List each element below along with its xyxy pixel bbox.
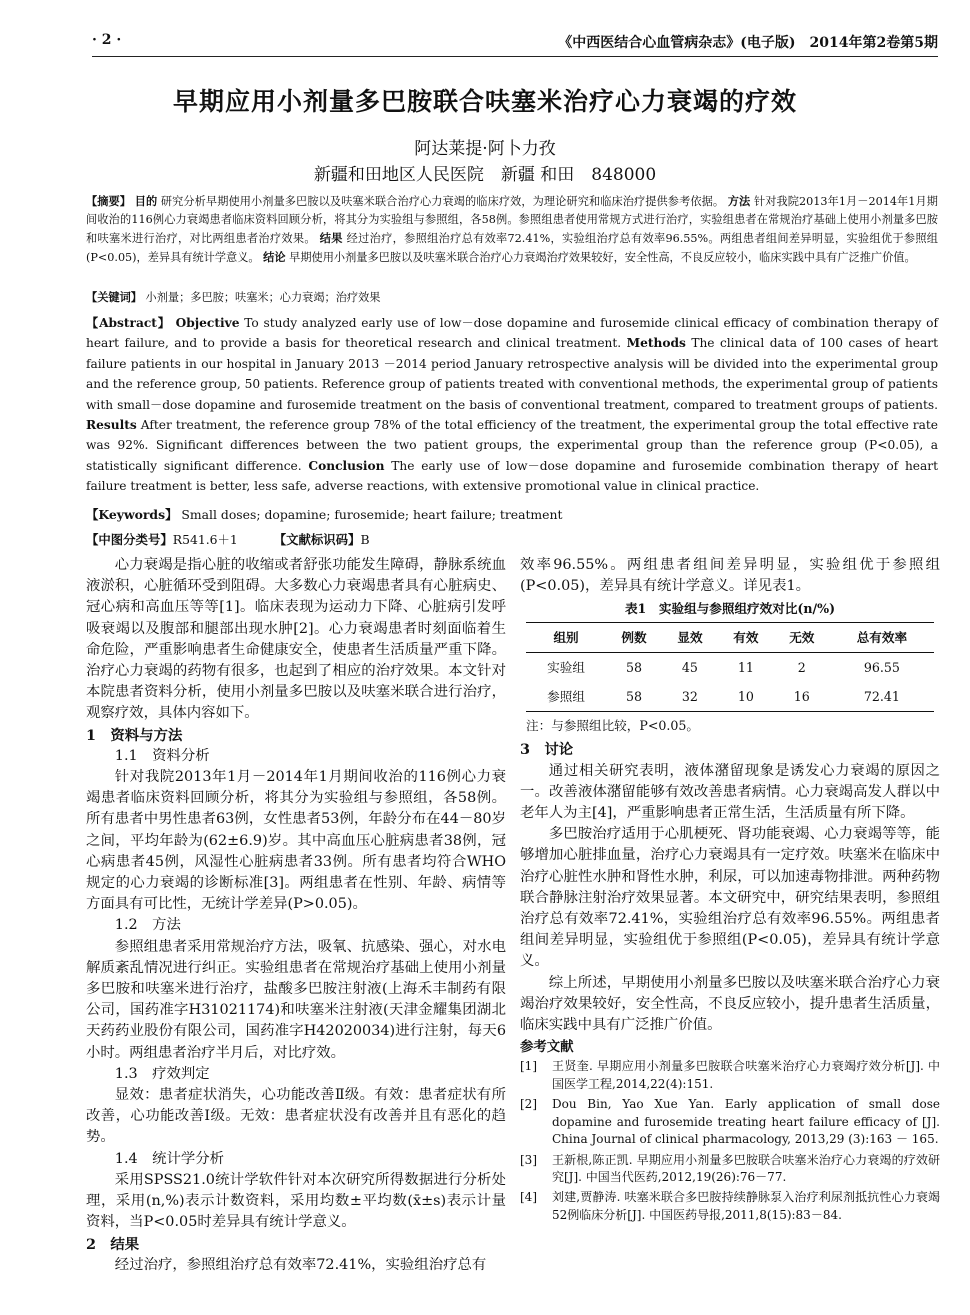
abstract-zh [86, 192, 938, 267]
abstract-zh-results-label: 结果 [319, 231, 343, 245]
keywords-en [86, 505, 938, 523]
table-cell: 10 [737, 689, 754, 705]
section-heading: 2 结果 [86, 1235, 140, 1253]
abstract-en-objective-label: Objective [175, 316, 240, 330]
doc-code: B [360, 532, 370, 547]
table-cell: 72.41 [863, 689, 900, 705]
subsection-heading: 1.3 疗效判定 [114, 1065, 210, 1082]
abstract-zh-conclusion-label: 结论 [263, 250, 286, 264]
clc-code: R541.6＋1 [172, 532, 238, 547]
abstract-en-label: 【Abstract】 [86, 316, 171, 330]
subsection-heading: 1.1 资料分析 [114, 747, 210, 764]
abstract-en-conclusion-label: Conclusion [308, 458, 385, 473]
abstract-zh-results: 经过治疗，参照组治疗总有效率72.41%，实验组治疗总有效率96.55%。两组患者组间差异明显，实验组优于参照组(P<0.05)，差异具有统计学意义。 [86, 232, 938, 264]
classification-line [86, 530, 938, 548]
table-caption: 表1 实验组与参照组疗效对比(n/%) [624, 601, 836, 617]
abstract-en-objective: To study analyzed early use of low－dose dopamine and furosemide clinical efficacy of combination therapy of heart failure, and to provide a basis for theoretical research and clinical treatment. [86, 316, 939, 351]
table-header-cell: 组别 [553, 629, 579, 645]
abstract-en [86, 313, 938, 497]
abstract-en-results-label: Results [86, 418, 137, 433]
table-cell: 11 [737, 659, 754, 675]
table-cell: 45 [681, 659, 698, 675]
reference-item [520, 1152, 940, 1187]
keywords-zh-text: 小剂量；多巴胺；呋塞米；心力衰竭；治疗效果 [145, 291, 381, 304]
reference-item [520, 1058, 940, 1093]
reference-item [520, 1189, 940, 1224]
body-right-column [520, 555, 940, 1227]
keywords-zh-label: 【关键词】 [86, 290, 142, 304]
table-cell: 58 [626, 689, 643, 705]
reference-number: [4] [520, 1190, 537, 1205]
table-header-cell: 有效 [733, 629, 759, 645]
abstract-zh-conclusion: 早期使用小剂量多巴胺以及呋塞米联合治疗心力衰竭治疗效果较好，安全性高，不良反应较小，临床实践中具有广泛推广价值。 [289, 251, 916, 264]
results-table [526, 622, 934, 713]
affiliation: 新疆和田地区人民医院 新疆 和田 848000 [313, 165, 657, 185]
abstract-en-conclusion: The early use of low－dose dopamine and furosemide combination therapy of heart failure treatment is better, less safe, adverse reactions, with extensive promotional value in clinical practice. [86, 458, 939, 494]
abstract-en-results: After treatment, the reference group 78% of the total efficiency of the treatment, the experimental group the total effective rate was 92%. Significant differences between the two patient groups, the experimental group than the reference group (P<0.05), a statistically significant difference. [86, 418, 939, 473]
reference-text: Dou Bin, Yao Xue Yan. Early application of small dose dopamine and furosemide treating heart failure efficacy of [J]. China Journal of clinical pharmacology, 2013,29 (3):163 － 165. [552, 1097, 940, 1147]
subsection-heading: 1.2 方法 [114, 917, 181, 934]
table-cell: 96.55 [863, 659, 900, 675]
table-cell: 32 [681, 689, 698, 705]
table-cell: 2 [797, 659, 806, 675]
reference-text: 刘建,贾静涛. 呋塞米联合多巴胺持续静脉泵入治疗利尿剂抵抗性心力衰竭52例临床分析[J]. 中国医药导报,2011,8(15):83－84. [552, 1190, 940, 1222]
page-number: · 2 · [92, 32, 122, 48]
abstract-zh-objective-label: 目的 [134, 194, 158, 208]
article-title: 早期应用小剂量多巴胺联合呋塞米治疗心力衰竭的疗效 [172, 87, 797, 116]
clc-label: 【中图分类号】 [86, 532, 173, 547]
table-cell: 参照组 [547, 689, 585, 705]
abstract-en-methods: The clinical data of 100 cases of heart failure patients in our hospital in January 2013 －2014 period January retrospective analysis will be divided into the experimental group and the reference group, 50 patients. Reference group of patients treated with conventional methods, the experimental group of patients with small－dose dopamine and furosemide treatment on the basis of conventional treatment, compared to treatment groups of patients. [86, 336, 939, 412]
running-header [92, 30, 938, 57]
keywords-en-label: 【Keywords】 [86, 507, 178, 522]
table-cell: 16 [793, 689, 810, 705]
paragraph: 效率96.55%。两组患者组间差异明显，实验组优于参照组(P<0.05)，差异具有统计学意义。详见表1。 [520, 557, 940, 595]
paragraph: 显效：患者症状消失，心功能改善Ⅱ级。有效：患者症状有所改善，心功能改善Ⅰ级。无效：患者症状没有改善并且有恶化的趋势。 [86, 1087, 506, 1146]
table-row [526, 652, 934, 682]
paragraph: 针对我院2013年1月－2014年1月期间收治的116例心力衰竭患者临床资料回顾分析，将其分为实验组与参照组，各58例。所有患者中男性患者63例，女性患者53例，年龄分布在44－80岁之间，平均年龄为(62±6.9)岁。其中高血压心脏病患者38例，冠心病患者45例，风湿性心脏病患者33例。所有患者均符合WHO规定的心力衰竭的诊断标准[3]。两组患者在性别、年龄、病情等方面具有可比性，无统计学差异(P>0.05)。 [86, 769, 506, 913]
references-heading: 参考文献 [520, 1039, 574, 1056]
table-header-cell: 无效 [789, 629, 815, 645]
table-header-cell: 例数 [621, 629, 647, 645]
abstract-zh-label: 【摘要】 [86, 194, 132, 208]
abstract-zh-methods: 针对我院2013年1月－2014年1月期间收治的116例心力衰竭患者临床资料回顾分析，将其分为实验组与参照组，各58例。参照组患者使用常规方式进行治疗，实验组患者在常规治疗基础上使用小剂量多巴胺和呋塞米进行治疗，对比两组患者治疗效果。 [86, 195, 938, 245]
reference-number: [3] [520, 1152, 537, 1167]
table-header-row [526, 622, 934, 652]
paragraph: 采用SPSS21.0统计学软件针对本次研究所得数据进行分析处理，采用(n,%)表示计数资料，采用均数±平均数(x̄±s)表示计量资料，当P<0.05时差异具有统计学意义。 [86, 1171, 506, 1231]
paragraph: 综上所述，早期使用小剂量多巴胺以及呋塞米联合治疗心力衰竭治疗效果较好，安全性高，不良反应较小，提升患者生活质量，临床实践中具有广泛推广价值。 [520, 974, 940, 1034]
table-cell: 58 [626, 659, 643, 675]
section-heading: 1 资料与方法 [86, 726, 183, 744]
section-heading: 3 讨论 [520, 741, 574, 759]
paragraph: 经过治疗，参照组治疗总有效率72.41%，实验组治疗总有 [114, 1256, 487, 1273]
references-list [520, 1058, 940, 1224]
doc-code-label: 【文献标识码】 [273, 532, 361, 547]
table-header-cell: 显效 [677, 629, 703, 645]
reference-number: [1] [520, 1059, 537, 1074]
table-note: 注：与参照组比较，P<0.05。 [526, 718, 700, 734]
reference-text: 王新根,陈正凯. 早期应用小剂量多巴胺联合呋塞米治疗心力衰竭的疗效研究[J]. 中国当代医药,2012,19(26):76－77. [552, 1152, 940, 1184]
table-cell: 实验组 [547, 659, 585, 675]
body-left-column [86, 555, 506, 1276]
table-header-cell: 总有效率 [856, 629, 908, 645]
reference-number: [2] [520, 1097, 537, 1112]
reference-item [520, 1096, 940, 1148]
keywords-zh [86, 288, 938, 307]
intro-paragraph: 心力衰竭是指心脏的收缩或者舒张功能发生障碍，静脉系统血液淤积，心脏循环受到阻碍。大多数心力衰竭患者具有心脏病史、冠心病和高血压等等[1]。临床表现为运动力下降、心脏病引发呼吸衰竭以及腹部和腿部出现水肿[2]。心力衰竭患者时刻面临着生命危险，严重影响患者生命健康安全，使患者生活质量严重下降。治疗心力衰竭的药物有很多，也起到了相应的治疗效果。本文针对本院患者资料分析，使用小剂量多巴胺以及呋塞米联合进行治疗，观察疗效，具体内容如下。 [86, 557, 506, 722]
author: 阿达莱提·阿卜力孜 [414, 139, 556, 159]
abstract-en-methods-label: Methods [626, 336, 686, 351]
subsection-heading: 1.4 统计学分析 [114, 1150, 225, 1167]
abstract-zh-objective: 研究分析早期使用小剂量多巴胺以及呋塞米联合治疗心力衰竭的临床疗效，为理论研究和临床治疗提供参考依据。 [160, 195, 725, 208]
keywords-en-text: Small doses; dopamine; furosemide; heart failure; treatment [181, 507, 563, 522]
paragraph: 多巴胺治疗适用于心肌梗死、肾功能衰竭、心力衰竭等等，能够增加心脏排血量，治疗心力衰竭具有一定疗效。呋塞米在临床中治疗心脏性水肿和肾性水肿，利尿，可以加速毒物排泄。两种药物联合静脉注射治疗效果显著。本文研究中，研究结果表明，参照组治疗总有效率72.41%，实验组治疗总有效率96.55%。两组患者组间差异明显，实验组优于参照组(P<0.05)，差异具有统计学意义。 [520, 826, 940, 970]
paragraph: 通过相关研究表明，液体潴留现象是诱发心力衰竭的原因之一。改善液体潴留能够有效改善患者病情。心力衰竭高发人群以中老年人为主[4]，严重影响患者正常生活，生活质量有所下降。 [520, 762, 940, 822]
reference-text: 王贤奎. 早期应用小剂量多巴胺联合呋塞米治疗心力衰竭疗效分析[J]. 中国医学工程,2014,22(4):151. [552, 1059, 940, 1091]
abstract-zh-methods-label: 方法 [727, 194, 751, 208]
journal-name: 《中西医结合心血管病杂志》(电子版) 2014年第2卷第5期 [558, 35, 938, 51]
table-row [526, 682, 934, 712]
paragraph: 参照组患者采用常规治疗方法，吸氧、抗感染、强心，对水电解质紊乱情况进行纠正。实验组患者在常规治疗基础上使用小剂量多巴胺和呋塞米进行治疗，盐酸多巴胺注射液(上海禾丰制药有限公司，国药准字H31021174)和呋塞米注射液(天津金耀集团湖北天药药业股份有限公司，国药准字H42020034)进行注射，每天6小时。两组患者治疗半月后，对比疗效。 [86, 938, 506, 1061]
